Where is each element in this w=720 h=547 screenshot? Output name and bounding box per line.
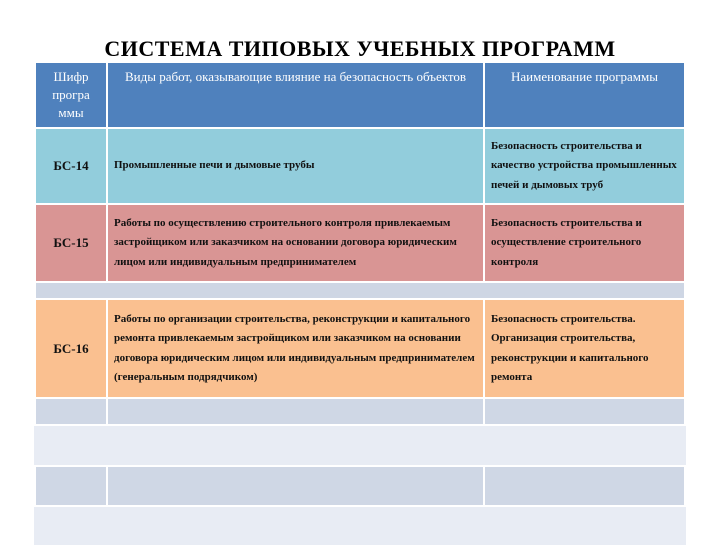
empty-cell <box>484 506 685 546</box>
empty-cell <box>484 425 685 466</box>
programs-table <box>34 61 686 547</box>
empty-cell <box>107 506 484 546</box>
cell-code: БС-14 <box>35 128 107 204</box>
header-works: Виды работ, оказывающие влияние на безопасность объектов <box>107 62 484 128</box>
empty-row <box>35 398 685 425</box>
cell-code: БС-16 <box>35 299 107 398</box>
cell-program: Безопасность строительства и осуществление строительного контроля <box>484 204 685 282</box>
slide-title: СИСТЕМА ТИПОВЫХ УЧЕБНЫХ ПРОГРАММ <box>104 36 616 61</box>
empty-row <box>35 282 685 299</box>
header-program: Наименование программы <box>484 62 685 128</box>
empty-cell <box>484 398 685 425</box>
empty-row <box>35 466 685 506</box>
cell-works: Работы по осуществлению строительного контроля привлекаемым застройщиком или заказчиком на основании договора юридическим лицом или индивидуальным предпринимателем <box>107 204 484 282</box>
table-row <box>35 204 685 282</box>
header-code: Шифр програ ммы <box>35 62 107 128</box>
empty-cell <box>484 466 685 506</box>
empty-cell <box>107 398 484 425</box>
empty-cell <box>35 282 685 299</box>
empty-cell <box>107 425 484 466</box>
empty-cell <box>35 466 107 506</box>
cell-program: Безопасность строительства. Организация строительства, реконструкции и капитального ремонта <box>484 299 685 398</box>
empty-row <box>35 506 685 546</box>
cell-program: Безопасность строительства и качество устройства промышленных печей и дымовых труб <box>484 128 685 204</box>
empty-cell <box>35 506 107 546</box>
table-row <box>35 128 685 204</box>
empty-cell <box>107 466 484 506</box>
empty-row <box>35 425 685 466</box>
cell-works: Работы по организации строительства, реконструкции и капитального ремонта привлекаемым застройщиком или заказчиком на основании договора юридическим лицом или индивидуальным предпринимателем (генеральным подрядчиком) <box>107 299 484 398</box>
empty-cell <box>35 425 107 466</box>
cell-code: БС-15 <box>35 204 107 282</box>
table-header-row <box>35 62 685 128</box>
empty-cell <box>35 398 107 425</box>
table-row <box>35 299 685 398</box>
cell-works: Промышленные печи и дымовые трубы <box>107 128 484 204</box>
